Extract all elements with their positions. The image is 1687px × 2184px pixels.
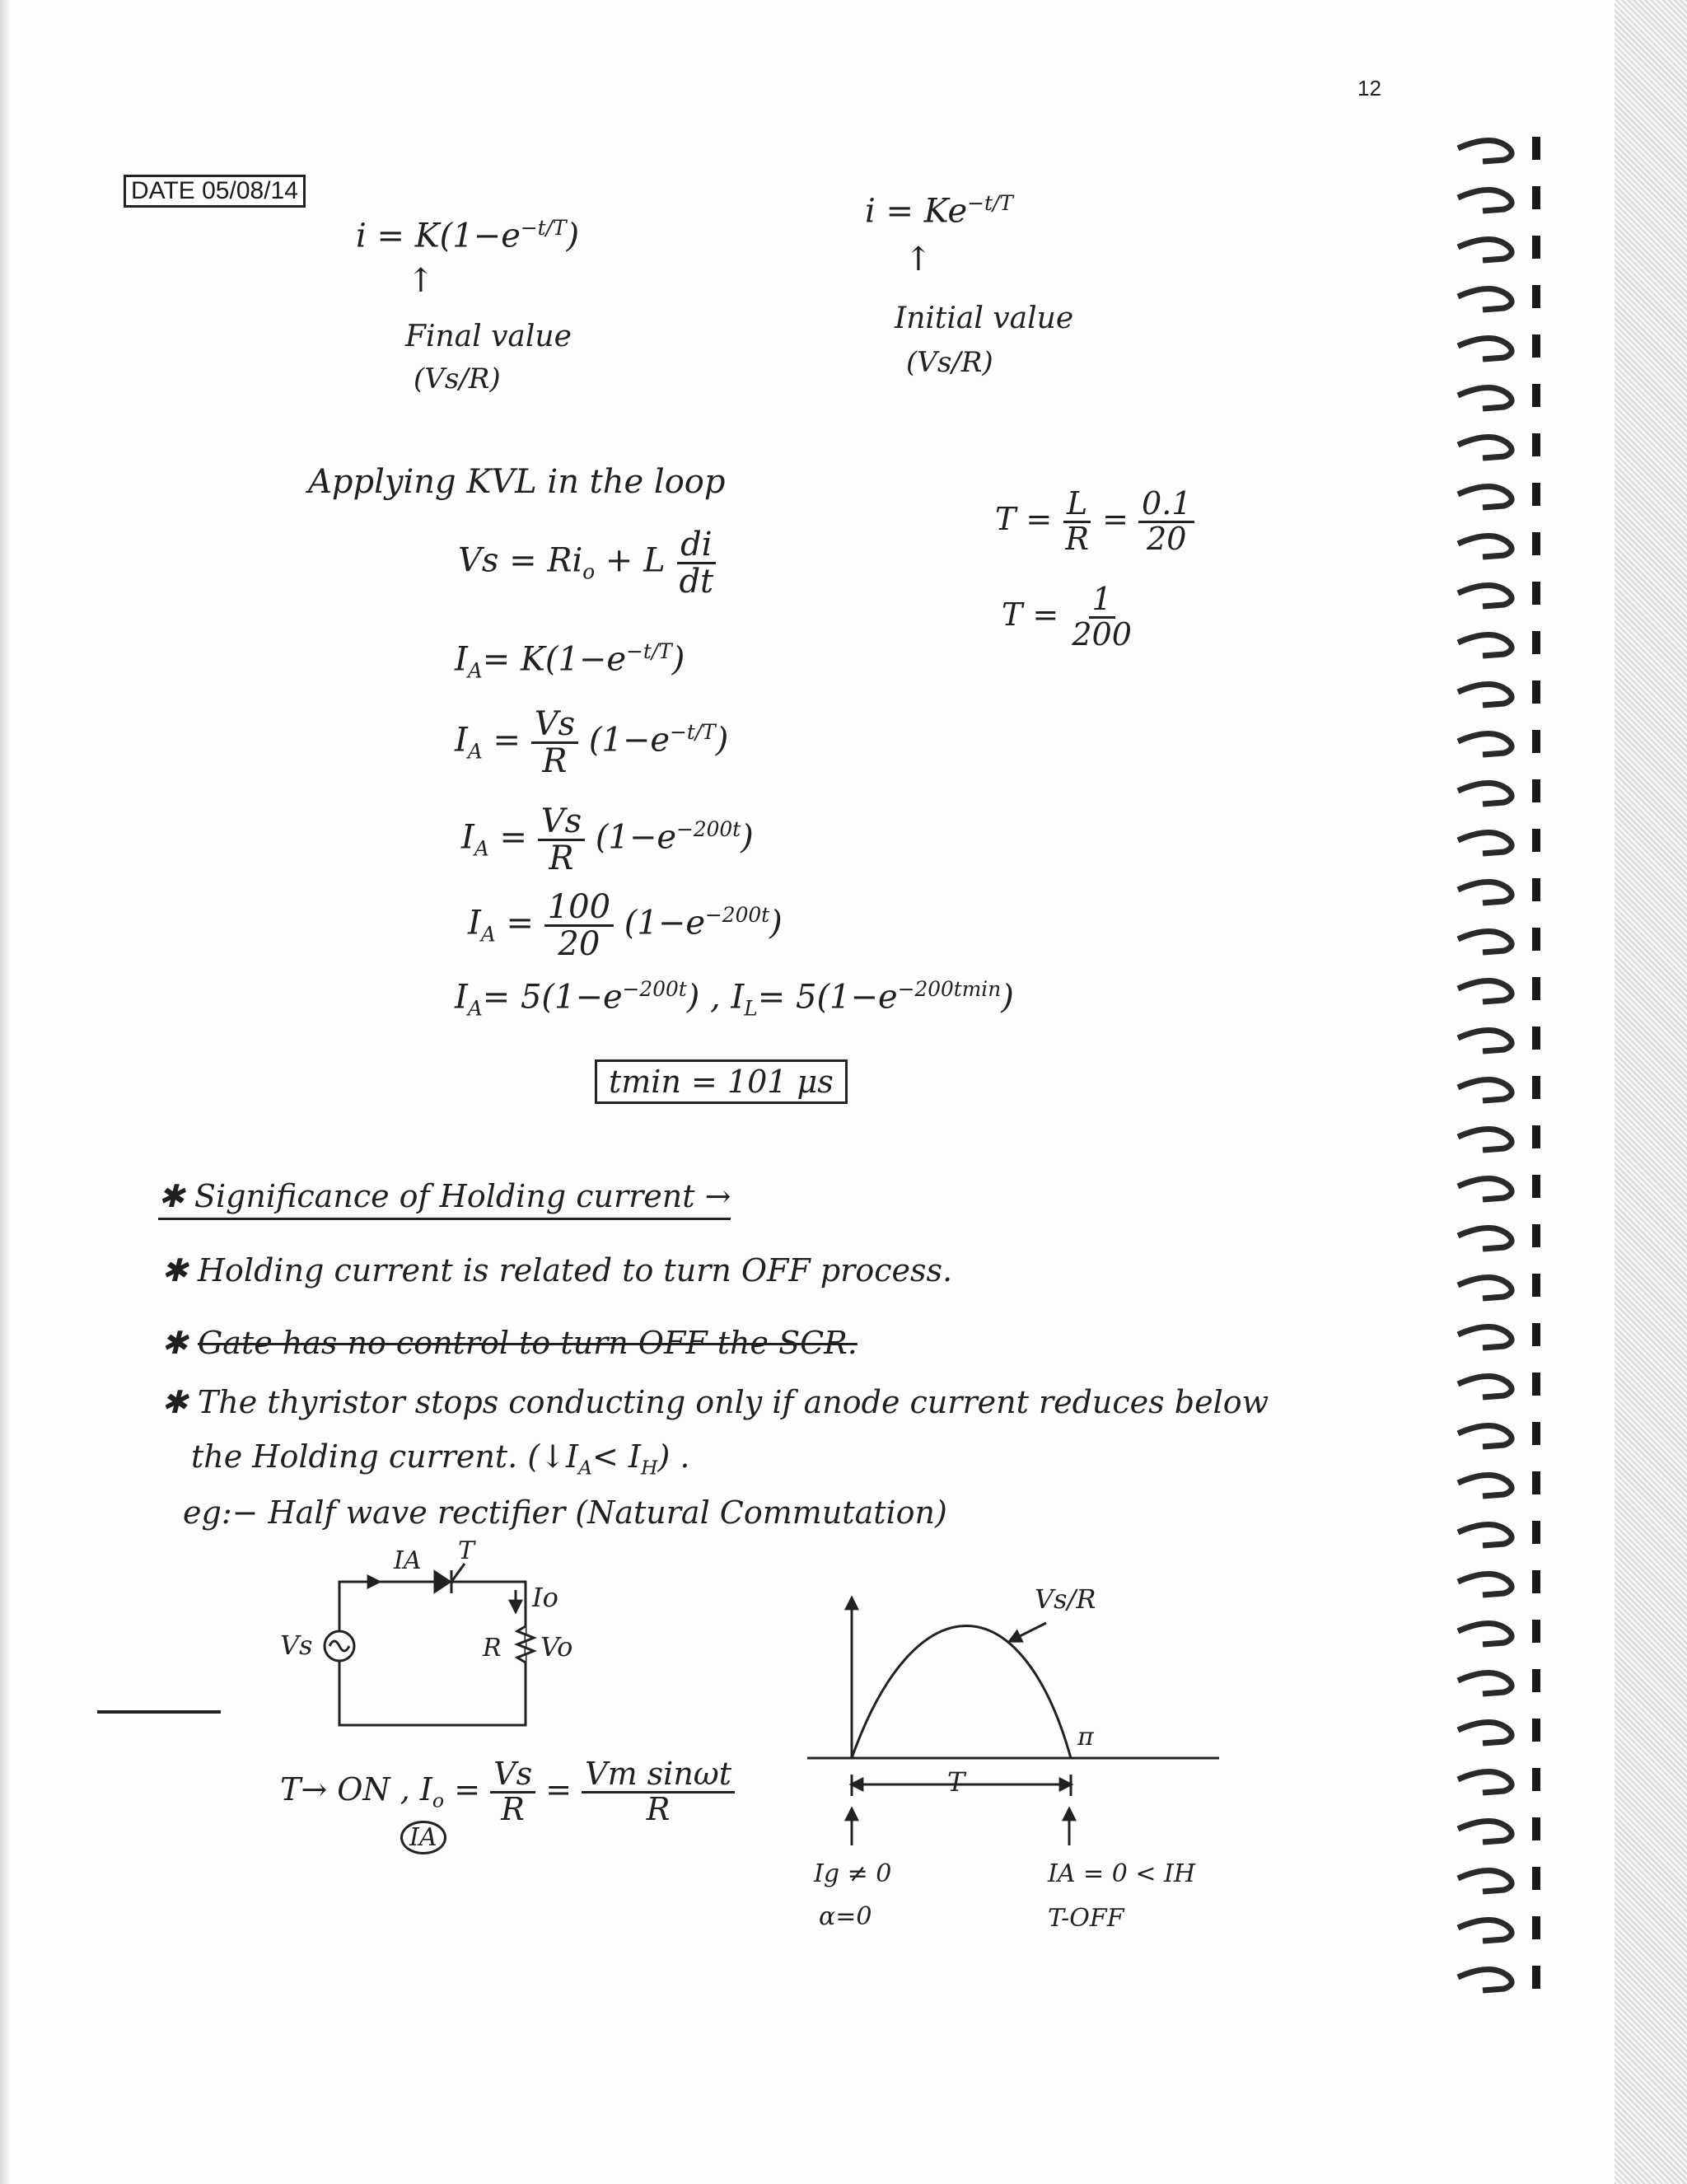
spiral-coil (1458, 1574, 1512, 1595)
spiral-hole (1532, 1422, 1540, 1445)
bullet-holding-related: ✱ Holding current is related to turn OFF process. (161, 1252, 953, 1288)
circuit-label-t: T (458, 1541, 475, 1565)
half-wave-rectifier-circuit (264, 1541, 610, 1755)
spiral-hole (1532, 1817, 1540, 1840)
thyristor-gate (451, 1564, 465, 1582)
spiral-hole (1532, 1669, 1540, 1692)
spiral-coil (1458, 1771, 1512, 1793)
spiral-hole (1532, 1867, 1540, 1890)
bullet-gate-no-control: ✱ Gate has no control to turn OFF the SCR. (161, 1325, 858, 1361)
resistor-icon (517, 1626, 534, 1663)
derivation-line-5: $I_A= 5(1-e^{-200t})$ , $I_L= 5(1-e^{-200tmin})$ (455, 977, 1014, 1021)
spiral-coil (1458, 783, 1512, 804)
example-half-wave: eg:− Half wave rectifier (Natural Commutation) (183, 1494, 947, 1531)
page-number: 12 (1358, 76, 1381, 101)
final-value-expression: (Vs/R) (414, 362, 501, 395)
spiral-hole (1532, 1175, 1540, 1198)
derivation-line-4: $I_A$ = $\frac{100}{20}$ $(1-e^{-200t})$ (468, 888, 783, 963)
spiral-hole (1532, 334, 1540, 358)
spiral-hole (1532, 1027, 1540, 1050)
thyristor-icon (435, 1572, 450, 1592)
spiral-coil (1458, 1821, 1512, 1842)
spiral-coil (1458, 1920, 1512, 1941)
spiral-coil (1458, 1870, 1512, 1892)
toff-label: T-OFF (1048, 1904, 1124, 1933)
margin-dash-mark (97, 1710, 221, 1714)
period-label: T (947, 1766, 965, 1798)
formula-final-value: $i = K(1-e^{-t/T})$ (356, 216, 580, 255)
initial-value-label: Initial value (895, 302, 1074, 335)
pi-label: π (1077, 1723, 1094, 1751)
spiral-coil (1458, 1425, 1512, 1447)
spiral-coil (1458, 140, 1512, 161)
half-wave-waveform (791, 1565, 1252, 1944)
spiral-hole (1532, 928, 1540, 951)
spiral-coil (1458, 1228, 1512, 1249)
spiral-hole (1532, 631, 1540, 654)
alpha-label: α=0 (819, 1902, 872, 1931)
spiral-hole (1532, 483, 1540, 506)
spiral-coil (1458, 1079, 1512, 1101)
spiral-binding (1450, 115, 1565, 2093)
spiral-hole (1532, 977, 1540, 1000)
page-right-edge-texture (1615, 0, 1687, 2184)
circuit-label-vs: Vs (280, 1630, 313, 1661)
spiral-hole (1532, 1521, 1540, 1544)
spiral-hole (1532, 1076, 1540, 1099)
spiral-hole (1532, 1373, 1540, 1396)
spiral-coil (1458, 387, 1512, 409)
spiral-hole (1532, 532, 1540, 555)
spiral-coil (1458, 288, 1512, 310)
spiral-coil (1458, 1722, 1512, 1743)
kvl-heading: Applying KVL in the loop (308, 463, 726, 501)
on-state-equation: T→ ON , $I_o$ = $\frac{Vs}{R}$ = $\frac{\text{Vm sinωt}}{R}$ (280, 1758, 735, 1826)
circuit-label-r: R (483, 1634, 502, 1663)
spiral-coil (1458, 1376, 1512, 1397)
spiral-hole (1532, 779, 1540, 802)
spiral-hole (1532, 137, 1540, 160)
spiral-coil (1458, 535, 1512, 557)
ia-zero-label: IA = 0 < IH (1048, 1859, 1196, 1888)
spiral-hole (1532, 582, 1540, 605)
spiral-coil (1458, 1623, 1512, 1644)
derivation-line-2: $I_A$ = $\frac{Vs}{R}$ $(1-e^{-t/T})$ (455, 705, 729, 780)
spiral-hole (1532, 680, 1540, 704)
page-left-edge-shadow (0, 0, 12, 2184)
tmin-result-box: tmin = 101 μs (595, 1059, 848, 1104)
spiral-coil (1458, 486, 1512, 507)
spiral-hole (1532, 186, 1540, 209)
circuit-label-ia: IA (394, 1546, 422, 1575)
initial-value-expression: (Vs/R) (906, 346, 993, 379)
holding-current-heading: ✱ Significance of Holding current → (158, 1178, 731, 1220)
spiral-coil (1458, 1030, 1512, 1051)
bullet-thyristor-stops-cont: the Holding current. $(↓I_A< I_H)$ . (191, 1438, 690, 1480)
spiral-coil (1458, 1129, 1512, 1150)
spiral-hole (1532, 829, 1540, 852)
ia-circled-label: IA (400, 1821, 446, 1854)
up-arrow-icon: ↑ (904, 241, 932, 278)
spiral-coil (1458, 338, 1512, 359)
date-stamp: DATE 05/08/14 (124, 175, 306, 208)
spiral-coil (1458, 733, 1512, 755)
peak-pointer-arrow (1010, 1623, 1046, 1641)
final-value-label: Final value (405, 320, 572, 353)
spiral-hole (1532, 878, 1540, 901)
spiral-coil (1458, 1475, 1512, 1496)
spiral-hole (1532, 384, 1540, 407)
peak-label: Vs/R (1035, 1583, 1096, 1615)
spiral-coil (1458, 239, 1512, 260)
spiral-hole (1532, 1620, 1540, 1643)
spiral-coil (1458, 931, 1512, 952)
circuit-label-io: Io (532, 1582, 558, 1613)
circuit-label-vo: Vo (540, 1631, 573, 1663)
spiral-coil (1458, 634, 1512, 656)
spiral-hole (1532, 1323, 1540, 1346)
spiral-coil (1458, 1326, 1512, 1348)
spiral-hole (1532, 236, 1540, 259)
spiral-hole (1532, 1719, 1540, 1742)
spiral-hole (1532, 1768, 1540, 1791)
spiral-coil (1458, 882, 1512, 903)
spiral-coil (1458, 585, 1512, 606)
time-constant-calc: T = $\frac{L}{R}$ = $\frac{0.1}{20}$ (995, 488, 1194, 556)
spiral-hole (1532, 1570, 1540, 1593)
sine-half-cycle (852, 1626, 1071, 1759)
up-arrow-icon: ↑ (407, 262, 435, 300)
spiral-hole (1532, 1916, 1540, 1939)
spiral-coil (1458, 980, 1512, 1002)
spiral-coil (1458, 1672, 1512, 1694)
spiral-hole (1532, 433, 1540, 456)
spiral-hole (1532, 1471, 1540, 1494)
spiral-coil (1458, 437, 1512, 458)
spiral-hole (1532, 1966, 1540, 1989)
spiral-hole (1532, 285, 1540, 308)
bullet-thyristor-stops: ✱ The thyristor stops conducting only if anode current reduces below (161, 1384, 1269, 1420)
spiral-coil (1458, 684, 1512, 705)
time-constant-result: T = $\frac{1}{200}$ (1002, 581, 1132, 652)
spiral-coil (1458, 832, 1512, 853)
spiral-hole (1532, 1224, 1540, 1247)
ig-label: Ig ≠ 0 (814, 1859, 892, 1888)
kvl-equation: $Vs = Ri_o + L$ $\frac{di}{dt}$ (458, 527, 717, 599)
spiral-coil (1458, 1277, 1512, 1298)
spiral-coil (1458, 1524, 1512, 1546)
spiral-hole (1532, 1274, 1540, 1297)
spiral-hole (1532, 730, 1540, 753)
spiral-coil (1458, 189, 1512, 211)
spiral-coil (1458, 1969, 1512, 1990)
formula-initial-value: $i = Ke^{-t/T}$ (865, 191, 1013, 231)
spiral-coil (1458, 1178, 1512, 1200)
derivation-line-1: $I_A= K(1-e^{-t/T})$ (455, 639, 685, 683)
derivation-line-3: $I_A$ = $\frac{Vs}{R}$ $(1-e^{-200t})$ (461, 802, 754, 877)
spiral-hole (1532, 1125, 1540, 1148)
